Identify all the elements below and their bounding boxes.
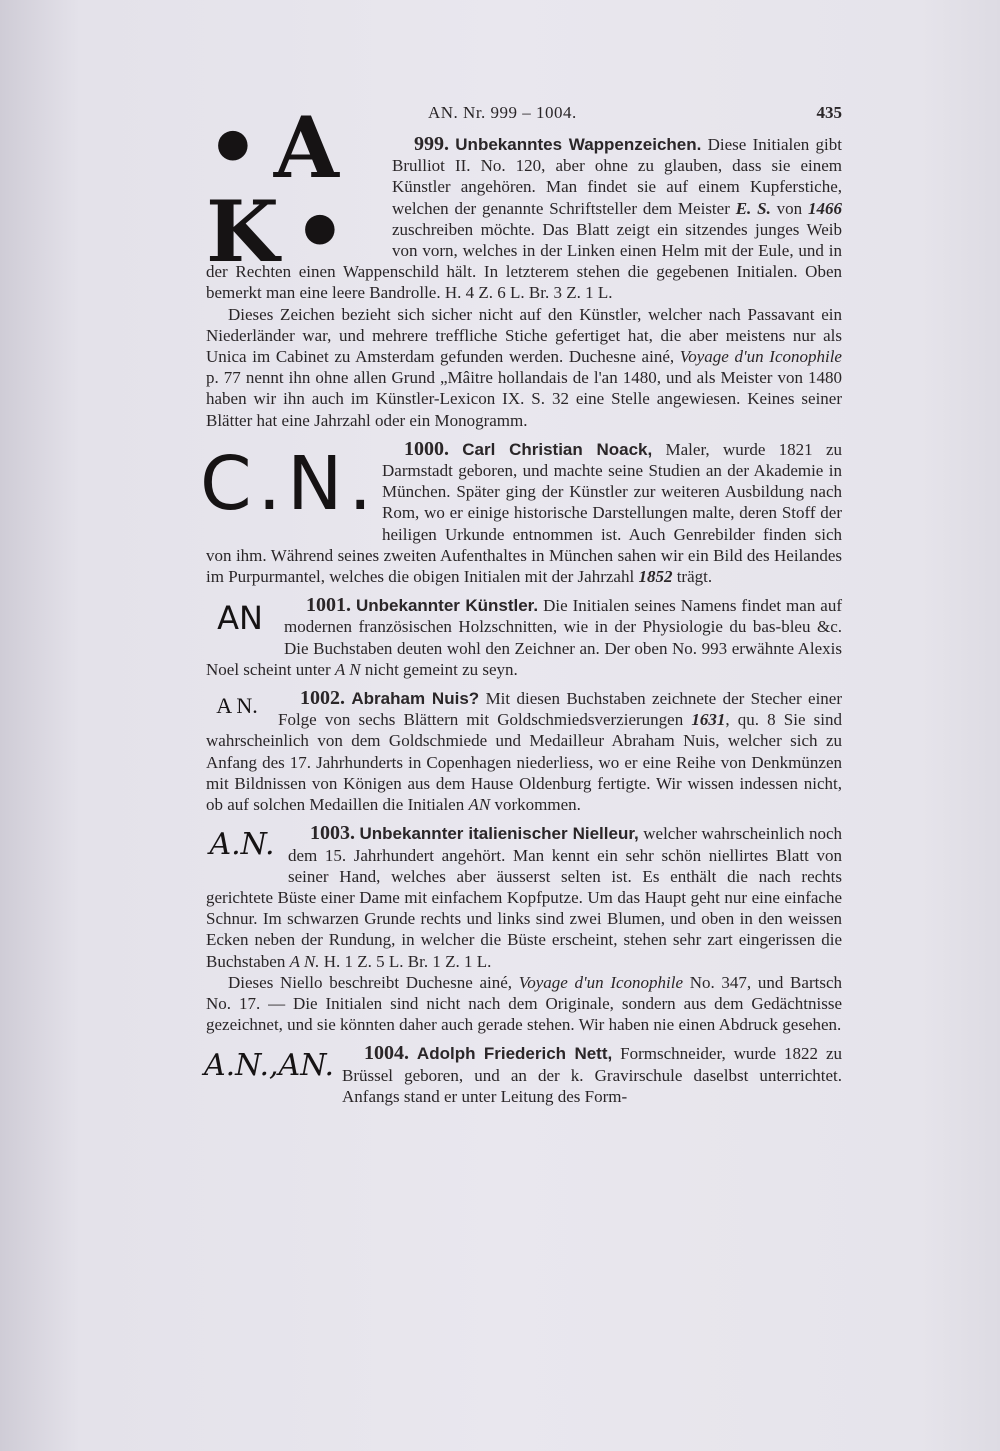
running-title: AN. Nr. 999 – 1004. [428, 103, 577, 122]
entry-1004 [203, 1042, 842, 1107]
monogram-1002: A N. [216, 693, 258, 719]
entry-text: Dieses Niello beschreibt Duchesne ainé, [228, 972, 519, 992]
entry-text: H. 1 Z. 5 L. Br. 1 Z. 1 L. [319, 951, 492, 971]
entry-number: 1001. [306, 594, 351, 617]
entry-name: Carl Christian Noack, [462, 439, 653, 459]
entry-text-italic: 1852 [638, 567, 673, 587]
entry-1002 [206, 688, 842, 815]
entry-number: 1003. [310, 822, 355, 845]
entry-text: Maler, wurde 1821 zu Darmstadt geboren, und machte seine Studien an der Akademie in München. Später ging der Künstler zur weiteren Ausbildung nach Rom, wo er einige historische Darstellungen malte, deren Stoff der heiligen Urkunde entnommen ist. Auch Genrebilder finden sich von ihm. Während seines zweiten Aufenthaltes in München sahen wir ein Bild des Heilandes im Purpurmantel, welches die obigen Initialen mit der Jahrzahl [206, 439, 842, 587]
entry-1000 [199, 437, 842, 587]
monogram-1004: A.N.,AN. [203, 1048, 335, 1084]
entry-text: zuschreiben möchte. Das Blatt zeigt ein sitzendes junges Weib von vorn, welches in der Linken einen Helm mit der Eule, und in der Rechten einen Wappenschild hält. In letzterem stehen die gegebenen Initialen. Oben bemerkt man eine leere Bandrolle. H. 4 Z. 6 L. Br. 3 Z. 1 L. [206, 219, 842, 303]
entry-number: 999. [414, 133, 449, 155]
entry-1003 [206, 823, 842, 1035]
entry-name: Abraham Nuis? [351, 689, 480, 709]
entry-text: nicht gemeint zu seyn. [360, 659, 518, 679]
running-header [206, 102, 842, 126]
page-number: 435 [816, 103, 842, 122]
entry-text: Formschneider, wurde 1822 zu Brüssel geboren, und an der k. Gravirschule daselbst unterrichtet. Anfangs stand er unter Leitung des Form- [342, 1044, 842, 1106]
entry-name: Adolph Friederich Nett, [416, 1044, 613, 1064]
entry-text-italic: 1466 [808, 198, 843, 218]
entry-name: Unbekanntes Wappenzeichen. [455, 135, 702, 154]
monogram-1003: A.N. [209, 827, 275, 863]
entry-text: welcher wahrscheinlich noch dem 15. Jahrhundert angehört. Man kennt ein sehr schön niellirtes Blatt von seiner Hand, welches aber äusserst selten ist. Es enthält die nach rechts gerichtete Büste einer Dame mit einfachem Kopfputze. Um das Haupt geht nur eine einfache Schnur. Im schwarzen Grunde rechts und links sind zwei Blumen, und oben in den weissen Ecken neben der Rundung, in welcher die Büste erscheint, stehen sehr zart eingerissen die Buchstaben [206, 824, 843, 971]
entry-text: vorkommen. [490, 795, 581, 815]
monogram-999: •A K• [206, 98, 361, 281]
page-content [199, 98, 843, 1115]
entry-text: Die Initialen seines Namens findet man auf modernen französischen Holzschnitten, wie in der Physiologie du bas-bleu &c. Die Buchstaben deuten wohl den Zeichner an. Der oben No. 993 erwähnte Alexis Noel scheint unter [206, 596, 843, 679]
monogram-1000: C.N. [199, 440, 379, 527]
entry-text-italic: A N. [289, 951, 320, 971]
entry-text-italic: A N [334, 659, 361, 679]
entry-text: , qu. 8 Sie sind wahrscheinlich von dem Goldschmiede und Medailleur Abraham Nuis, welcher sich zu Anfang des 17. Jahrhunderts in Copenhagen niederliess, wo er eine Reihe von Denkmünzen mit Bildnissen von Königen aus dem Hause Oldenburg fertigte. Wir wissen indessen nicht, ob auf solchen Medaillen die Initialen [206, 710, 842, 815]
book-title: Voyage d'un Iconophile [679, 347, 842, 367]
entry-number: 1000. [404, 437, 449, 460]
entry-text: No. 347, und Bartsch No. 17. — Die Initialen sind nicht nach dem Originale, sondern aus dem Gedächtnisse gezeichnet, und sie könnten daher auch gerade stehen. Wir haben nie einen Abdruck gesehen. [206, 972, 842, 1035]
entry-name: Unbekannter italienischer Nielleur, [359, 824, 639, 844]
book-title: Voyage d'un Iconophile [518, 972, 684, 992]
entry-number: 1004. [364, 1042, 409, 1065]
entry-text: von [770, 198, 809, 218]
entry-text-italic: E. S. [735, 198, 771, 218]
entry-text: Diese Initialen gibt Brulliot II. No. 120, aber ohne zu glauben, dass sie einem Künstler angehören. Man findet sie auf einem Kupferstiche, welchen der genannte Schriftsteller dem Meister [392, 135, 842, 218]
monogram-1001: AN [217, 599, 263, 638]
entry-text-italic: AN [468, 795, 491, 815]
entry-name: Unbekannter Künstler. [355, 596, 539, 616]
entry-text: p. 77 nennt ihn ohne allen Grund „Mâitre hollandais de l'an 1480, und als Meister von 1480 haben wir ihn auch im Künstler-Lexicon IX. S. 32 eine Stelle angewiesen. Keines seiner Blätter hat eine Jahrzahl oder ein Monogramm. [206, 368, 842, 430]
entry-text: Dieses Zeichen bezieht sich sicher nicht auf den Künstler, welcher nach Passavant ein Niederländer war, und mehrere treffliche Stiche gefertiget hat, die aber meistens nur als Unica im Cabinet zu Amsterdam gefunden werden. Duchesne ainé, [206, 304, 842, 367]
entry-text: Mit diesen Buchstaben zeichnete der Stecher einer Folge von sechs Blättern mit Goldschmiedsverzierungen [278, 689, 843, 730]
entry-text-italic: 1631 [691, 710, 726, 730]
entry-1001 [206, 595, 842, 680]
entry-text: trägt. [672, 567, 713, 587]
entry-number: 1002. [300, 687, 345, 710]
